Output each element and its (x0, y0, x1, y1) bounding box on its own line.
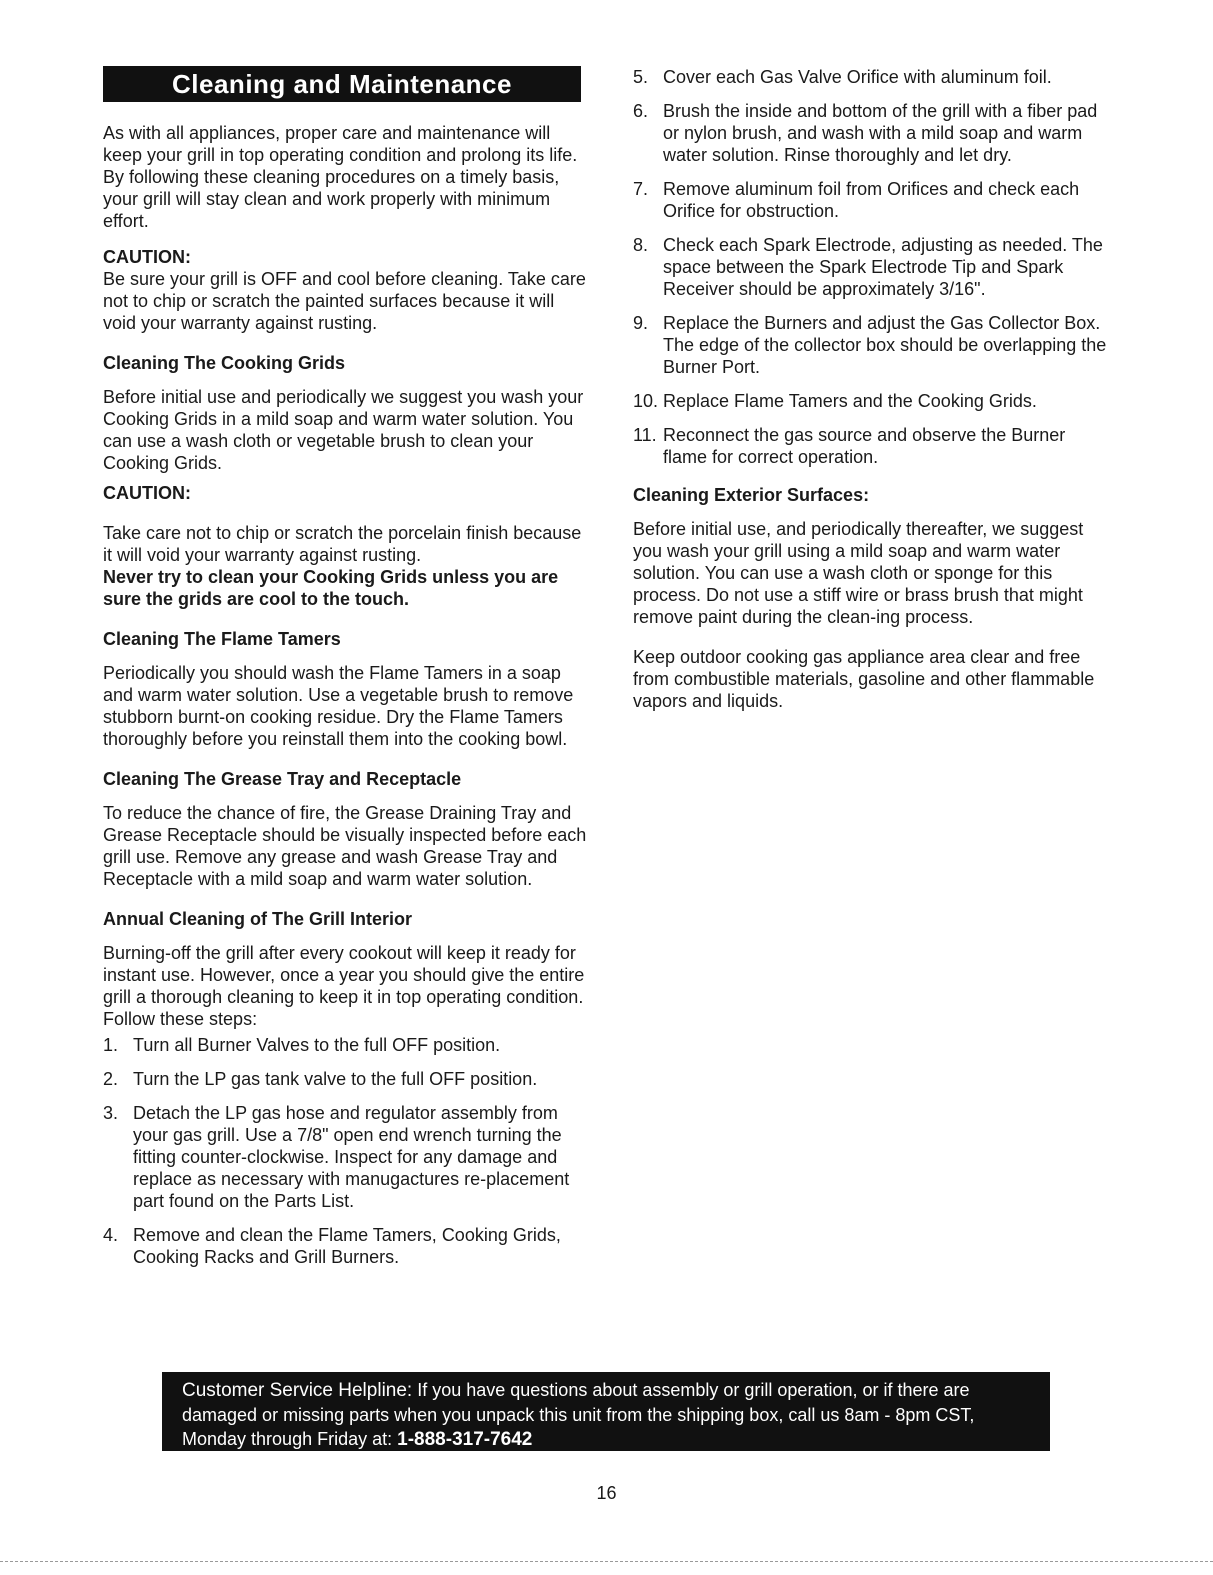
helpline-phone: 1-888-317-7642 (397, 1429, 533, 1450)
list-item (633, 178, 1113, 222)
step-number: 2. (103, 1069, 119, 1089)
step-number: 7. (633, 179, 649, 199)
step-number: 4. (103, 1225, 119, 1245)
grease-tray-text: To reduce the chance of fire, the Grease Draining Tray and Grease Receptacle should be visually inspected before each grill use. Remove any grease and wash Grease Tray and Receptacle with a mild soap and warm water solution. (103, 803, 587, 889)
step-text: Cover each Gas Valve Orifice with aluminum foil. (663, 67, 1052, 87)
caution-label: CAUTION: (103, 247, 191, 267)
list-item (103, 1034, 588, 1056)
helpline-label: Customer Service Helpline: (182, 1380, 413, 1401)
step-number: 5. (633, 67, 649, 87)
step-text: Check each Spark Electrode, adjusting as needed. The space between the Spark Electrode Tip and Spark Receiver should be approximately 3/16". (663, 235, 1103, 299)
list-item (103, 1068, 588, 1090)
step-number: 1. (103, 1035, 119, 1055)
cooking-grids-caution-text: Take care not to chip or scratch the porcelain finish because it will void your warranty against rusting. (103, 523, 582, 565)
bottom-divider (0, 1561, 1213, 1562)
cooking-grids-caution-label: CAUTION: (103, 483, 191, 503)
heading-exterior-surfaces: Cleaning Exterior Surfaces: (633, 485, 870, 505)
cooking-grids-text: Before initial use and periodically we suggest you wash your Cooking Grids in a mild soap and warm water solution. You can use a wash cloth or vegetable brush to clean your Cooking Grids. (103, 387, 584, 473)
step-number: 3. (103, 1103, 119, 1123)
page-number: 16 (596, 1483, 617, 1503)
exterior-text: Before initial use, and periodically thereafter, we suggest you wash your grill using a mild soap and warm water solution. You can use a wash cloth or sponge for this process. Do not use a stiff wire or brass brush that might remove paint during the clean-ing process. (633, 519, 1084, 627)
step-text: Remove aluminum foil from Orifices and check each Orifice for obstruction. (663, 179, 1080, 221)
step-text: Detach the LP gas hose and regulator assembly from your gas grill. Use a 7/8" open end wrench turning the fitting counter-clockwise. Inspect for any damage and replace as necessary with manugactures re-placement part found on the Parts List. (133, 1103, 570, 1211)
heading-grease-tray: Cleaning The Grease Tray and Receptacle (103, 769, 462, 789)
step-text: Replace Flame Tamers and the Cooking Grids. (663, 391, 1037, 411)
list-item (633, 390, 1113, 412)
step-number: 6. (633, 101, 649, 121)
step-number: 9. (633, 313, 649, 333)
exterior-safety-text: Keep outdoor cooking gas appliance area clear and free from combustible materials, gasoline and other flammable vapors and liquids. (633, 647, 1095, 711)
list-item (103, 1224, 588, 1268)
left-column (103, 66, 588, 1280)
step-text: Replace the Burners and adjust the Gas Collector Box. The edge of the collector box should be overlapping the Burner Port. (663, 313, 1107, 377)
right-column (633, 66, 1113, 712)
step-text: Remove and clean the Flame Tamers, Cooking Grids, Cooking Racks and Grill Burners. (133, 1225, 561, 1267)
helpline-text: If you have questions about assembly or grill operation, or if there are damaged or missing parts when you unpack this unit from the shipping box, call us 8am - 8pm CST, Monday through Friday at: (182, 1380, 975, 1449)
annual-cleaning-text: Burning-off the grill after every cookout will keep it ready for instant use. However, once a year you should give the entire grill a thorough cleaning to keep it in top operating condition. Follow these steps: (103, 943, 585, 1029)
step-number: 8. (633, 235, 649, 255)
step-text: Brush the inside and bottom of the grill with a fiber pad or nylon brush, and wash with a mild soap and warm water solution. Rinse thoroughly and let dry. (663, 101, 1098, 165)
list-item (633, 312, 1113, 378)
list-item (633, 234, 1113, 300)
cooking-grids-caution-bold: Never try to clean your Cooking Grids unless you are sure the grids are cool to the touch. (103, 567, 559, 609)
step-number: 11. (633, 425, 657, 445)
intro-paragraph: As with all appliances, proper care and maintenance will keep your grill in top operating condition and prolong its life. By following these cleaning procedures on a timely basis, your grill will stay clean and work properly with minimum effort. (103, 123, 578, 231)
step-number: 10. (633, 391, 659, 411)
step-text: Turn the LP gas tank valve to the full OFF position. (133, 1069, 538, 1089)
step-text: Turn all Burner Valves to the full OFF position. (133, 1035, 501, 1055)
list-item (633, 66, 1113, 88)
heading-annual-cleaning: Annual Cleaning of The Grill Interior (103, 909, 413, 929)
caution-text: Be sure your grill is OFF and cool before cleaning. Take care not to chip or scratch the painted surfaces because it will void your warranty against rusting. (103, 269, 586, 333)
flame-tamers-text: Periodically you should wash the Flame Tamers in a soap and warm water solution. Use a vegetable brush to remove stubborn burnt-on cooking residue. Dry the Flame Tamers thoroughly before you reinstall them into the cooking bowl. (103, 663, 574, 749)
step-text: Reconnect the gas source and observe the Burner flame for correct operation. (663, 425, 1066, 467)
heading-cooking-grids: Cleaning The Cooking Grids (103, 353, 346, 373)
list-item (633, 100, 1113, 166)
list-item (103, 1102, 588, 1212)
section-title: Cleaning and Maintenance (103, 66, 581, 102)
customer-service-helpline (162, 1372, 1050, 1451)
heading-flame-tamers: Cleaning The Flame Tamers (103, 629, 341, 649)
list-item (633, 424, 1113, 468)
